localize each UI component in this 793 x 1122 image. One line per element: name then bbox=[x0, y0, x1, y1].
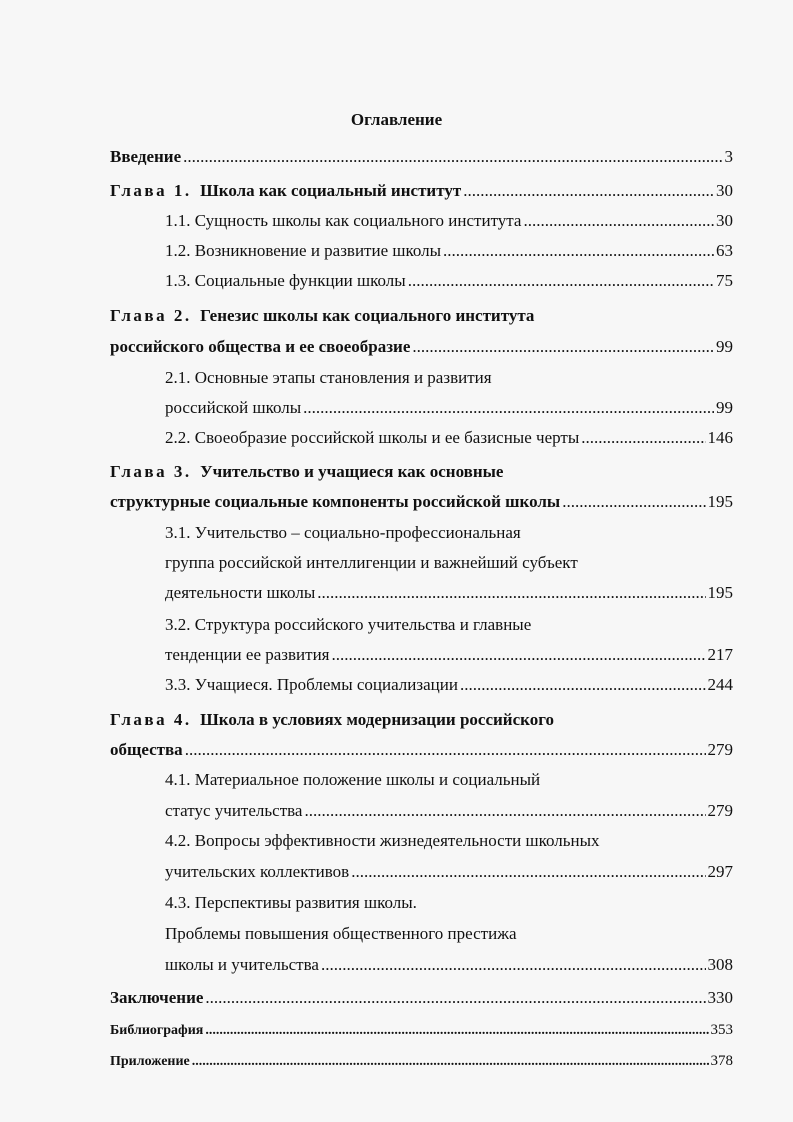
toc-entry-text: Заключение bbox=[110, 988, 204, 1007]
toc-entry-section-3-1-line2: группа российской интеллигенции и важнейший субъект bbox=[165, 553, 578, 572]
toc-entry-chapter-2-line1 bbox=[110, 305, 534, 327]
toc-entry-chapter-2-line2 bbox=[110, 336, 733, 358]
chapter-label: Глава 2. bbox=[110, 306, 192, 325]
chapter-label: Глава 3. bbox=[110, 462, 192, 481]
toc-entry-section-4-1-line1: 4.1. Материальное положение школы и социальный bbox=[165, 770, 541, 789]
toc-entry-section-3-3 bbox=[165, 674, 733, 696]
toc-entry-appendix bbox=[110, 1050, 733, 1072]
toc-entry-section-2-1-line1: 2.1. Основные этапы становления и развития bbox=[165, 368, 492, 387]
chapter-title: Генезис школы как социального института bbox=[200, 306, 535, 325]
leader-dots bbox=[205, 987, 705, 1009]
chapter-title: Учительство и учащиеся как основные bbox=[200, 462, 504, 481]
leader-dots bbox=[460, 674, 706, 696]
toc-page-number: 3 bbox=[724, 147, 733, 166]
toc-entry-section-1-2 bbox=[165, 240, 733, 262]
toc-entry-text: 1.1. Сущность школы как социального института bbox=[165, 211, 522, 230]
leader-dots bbox=[463, 180, 714, 202]
toc-page-number: 279 bbox=[707, 740, 733, 759]
toc-entry-text: Приложение bbox=[110, 1054, 190, 1069]
toc-entry-chapter-1 bbox=[110, 180, 733, 202]
leader-dots bbox=[183, 146, 722, 168]
leader-dots bbox=[351, 861, 705, 883]
toc-entry-text: Введение bbox=[110, 147, 182, 166]
leader-dots bbox=[192, 1051, 709, 1073]
toc-page-number: 63 bbox=[716, 241, 733, 260]
toc-page-number: 279 bbox=[707, 801, 733, 820]
leader-dots bbox=[331, 644, 705, 666]
toc-page-number: 217 bbox=[707, 645, 733, 664]
leader-dots bbox=[205, 1020, 708, 1042]
toc-entry-section-3-1-line3 bbox=[165, 582, 733, 604]
toc-entry-chapter-3-line2 bbox=[110, 491, 733, 513]
toc-page-number: 75 bbox=[716, 271, 733, 290]
toc-entry-chapter-4-line1 bbox=[110, 709, 554, 731]
leader-dots bbox=[185, 739, 706, 761]
toc-entry-text: школы и учительства bbox=[165, 955, 319, 974]
toc-page-number: 30 bbox=[716, 211, 733, 230]
toc-entry-bibliography bbox=[110, 1019, 733, 1041]
toc-entry-section-3-1-line1: 3.1. Учительство – социально-профессиональная bbox=[165, 523, 521, 542]
toc-page-number: 99 bbox=[716, 337, 733, 356]
toc-entry-section-2-1-line2 bbox=[165, 397, 733, 419]
toc-entry-chapter-4-line2 bbox=[110, 739, 733, 761]
toc-entry-section-4-3-line1: 4.3. Перспективы развития школы. bbox=[165, 893, 417, 912]
toc-entry-text: Библиография bbox=[110, 1023, 204, 1038]
chapter-title: общества bbox=[110, 740, 183, 759]
toc-page-number: 378 bbox=[710, 1053, 733, 1069]
toc-entry-text: российской школы bbox=[165, 398, 302, 417]
toc-entry-section-4-1-line2 bbox=[165, 800, 733, 822]
leader-dots bbox=[523, 210, 714, 232]
toc-entry-text: 1.2. Возникновение и развитие школы bbox=[165, 241, 442, 260]
toc-page-number: 195 bbox=[707, 583, 733, 602]
leader-dots bbox=[304, 800, 705, 822]
chapter-title: структурные социальные компоненты российской школы bbox=[110, 492, 561, 511]
toc-page-number: 330 bbox=[707, 988, 733, 1007]
chapter-label: Глава 1. bbox=[110, 181, 192, 200]
leader-dots bbox=[408, 270, 714, 292]
chapter-title: Школа в условиях модернизации российского bbox=[200, 710, 554, 729]
toc-entry-section-4-2-line1: 4.2. Вопросы эффективности жизнедеятельности школьных bbox=[165, 831, 600, 850]
toc-entry-intro bbox=[110, 146, 733, 168]
toc-page-number: 297 bbox=[707, 862, 733, 881]
toc-entry-section-1-1 bbox=[165, 210, 733, 232]
toc-entry-section-4-3-line3 bbox=[165, 954, 733, 976]
leader-dots bbox=[581, 427, 705, 449]
toc-entry-section-1-3 bbox=[165, 270, 733, 292]
toc-page-number: 30 bbox=[716, 181, 733, 200]
toc-entry-section-3-2-line2 bbox=[165, 644, 733, 666]
chapter-title: Школа как социальный институт bbox=[200, 181, 462, 200]
chapter-label: Глава 4. bbox=[110, 710, 192, 729]
chapter-title: российского общества и ее своеобразие bbox=[110, 337, 411, 356]
toc-page-number: 195 bbox=[707, 492, 733, 511]
leader-dots bbox=[317, 582, 705, 604]
toc-entry-text: тенденции ее развития bbox=[165, 645, 330, 664]
toc-entry-text: учительских коллективов bbox=[165, 862, 350, 881]
leader-dots bbox=[303, 397, 714, 419]
toc-entry-text: 1.3. Социальные функции школы bbox=[165, 271, 406, 290]
toc-entry-section-2-2 bbox=[165, 427, 733, 449]
toc-title: Оглавление bbox=[350, 110, 443, 129]
toc-page-number: 353 bbox=[710, 1022, 733, 1038]
toc-entry-text: деятельности школы bbox=[165, 583, 316, 602]
toc-entry-conclusion bbox=[110, 987, 733, 1009]
toc-entry-section-4-2-line2 bbox=[165, 861, 733, 883]
toc-entry-text: 3.3. Учащиеся. Проблемы социализации bbox=[165, 675, 458, 694]
toc-entry-section-4-3-line2: Проблемы повышения общественного престижа bbox=[165, 924, 517, 943]
leader-dots bbox=[562, 491, 705, 513]
toc-page-number: 308 bbox=[707, 955, 733, 974]
toc-page-number: 99 bbox=[716, 398, 733, 417]
toc-entry-text: 2.2. Своеобразие российской школы и ее базисные черты bbox=[165, 428, 580, 447]
toc-entry-text: статус учительства bbox=[165, 801, 303, 820]
toc-entry-section-3-2-line1: 3.2. Структура российского учительства и главные bbox=[165, 615, 532, 634]
leader-dots bbox=[412, 336, 714, 358]
toc-page-number: 244 bbox=[707, 675, 733, 694]
toc-entry-chapter-3-line1 bbox=[110, 461, 503, 483]
leader-dots bbox=[443, 240, 714, 262]
toc-page-number: 146 bbox=[707, 428, 733, 447]
leader-dots bbox=[321, 954, 706, 976]
